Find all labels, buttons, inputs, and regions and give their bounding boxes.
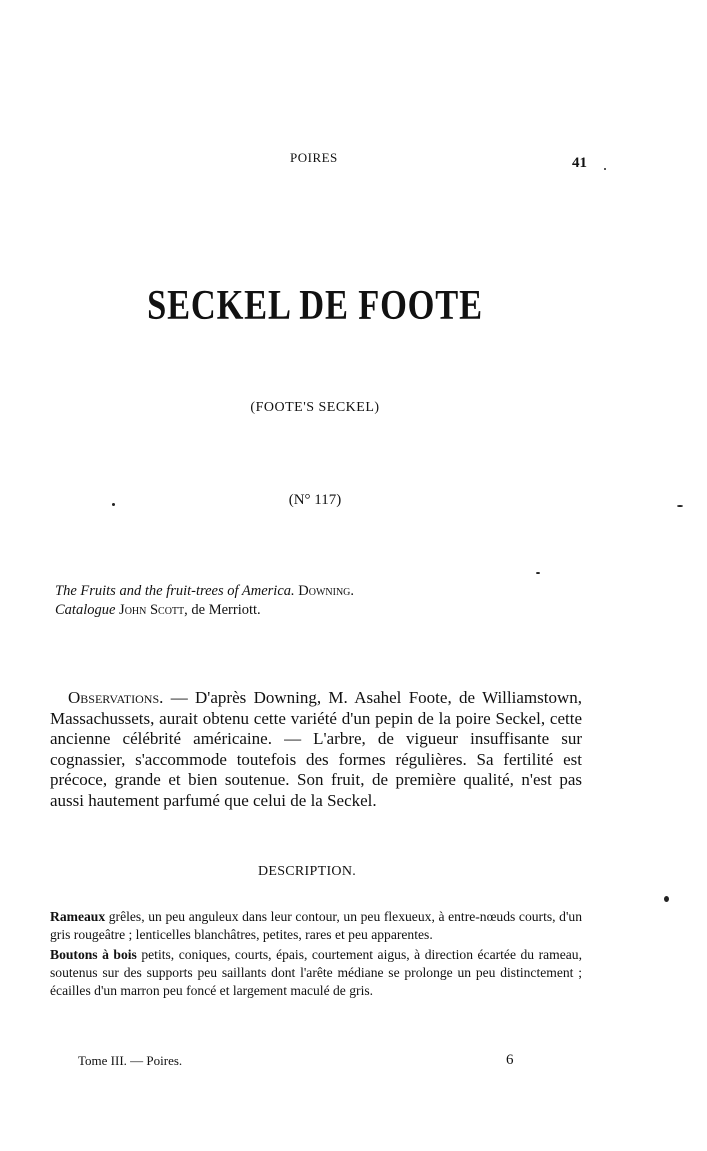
- page-title: SECKEL DE FOOTE: [147, 283, 483, 329]
- observations-paragraph: [50, 688, 582, 811]
- rameaux-paragraph: [50, 908, 582, 944]
- scan-speck: [664, 896, 669, 902]
- description-body: [50, 908, 582, 1000]
- scan-speck: [112, 503, 115, 506]
- reference-2-author: John Scott,: [119, 602, 188, 618]
- boutons-paragraph: [50, 946, 582, 1000]
- variety-number: (N° 117): [288, 492, 342, 508]
- reference-2-title: Catalogue: [55, 602, 116, 618]
- footer-volume: Tome III. — Poires.: [78, 1053, 183, 1068]
- rameaux-text: grêles, un peu anguleux dans leur contour, un peu flexueux, à entre-nœuds courts, d'un gris rougeâtre ; lenticelles blanchâtres, petites, rares et peu apparentes.: [50, 909, 582, 942]
- description-heading: DESCRIPTION.: [257, 864, 357, 879]
- reference-2-rest: de Merriott.: [191, 602, 261, 618]
- reference-line-1: [55, 582, 354, 601]
- reference-1-author: Downing.: [298, 583, 355, 599]
- boutons-label: Boutons à bois: [50, 947, 137, 962]
- rameaux-label: Rameaux: [50, 909, 106, 924]
- page-number: 41: [572, 155, 587, 171]
- boutons-text: petits, coniques, courts, épais, courtement aigus, à direction écartée du rameau, soutenus sur des supports peu saillants dont l'arête médiane se prolonge un peu distinctement ; écailles d'un marron peu foncé et largement maculé de gris.: [50, 947, 582, 998]
- footer-signature: 6: [506, 1052, 514, 1068]
- scan-speck: [536, 572, 540, 574]
- reference-line-2: [55, 601, 354, 620]
- observations-text: — D'après Downing, M. Asahel Foote, de Williamstown, Massachussets, aurait obtenu cette variété d'un pepin de la poire Seckel, cette ancienne célébrité américaine. — L'arbre, de vigueur insuffisante sur cognassier, s'accommode toutefois des formes régulières. Sa fertilité est précoce, grande et bien soutenue. Son fruit, de première qualité, n'est pas aussi hautement parfumé que celui de la Seckel.: [50, 688, 582, 810]
- scan-speck: [677, 505, 683, 507]
- subtitle: (FOOTE'S SECKEL): [250, 400, 380, 415]
- running-head: POIRES: [290, 150, 338, 165]
- reference-1-title: The Fruits and the fruit-trees of America.: [55, 583, 295, 599]
- scan-speck: [604, 168, 606, 170]
- references: [55, 582, 354, 620]
- observations-label: Observations.: [68, 688, 164, 707]
